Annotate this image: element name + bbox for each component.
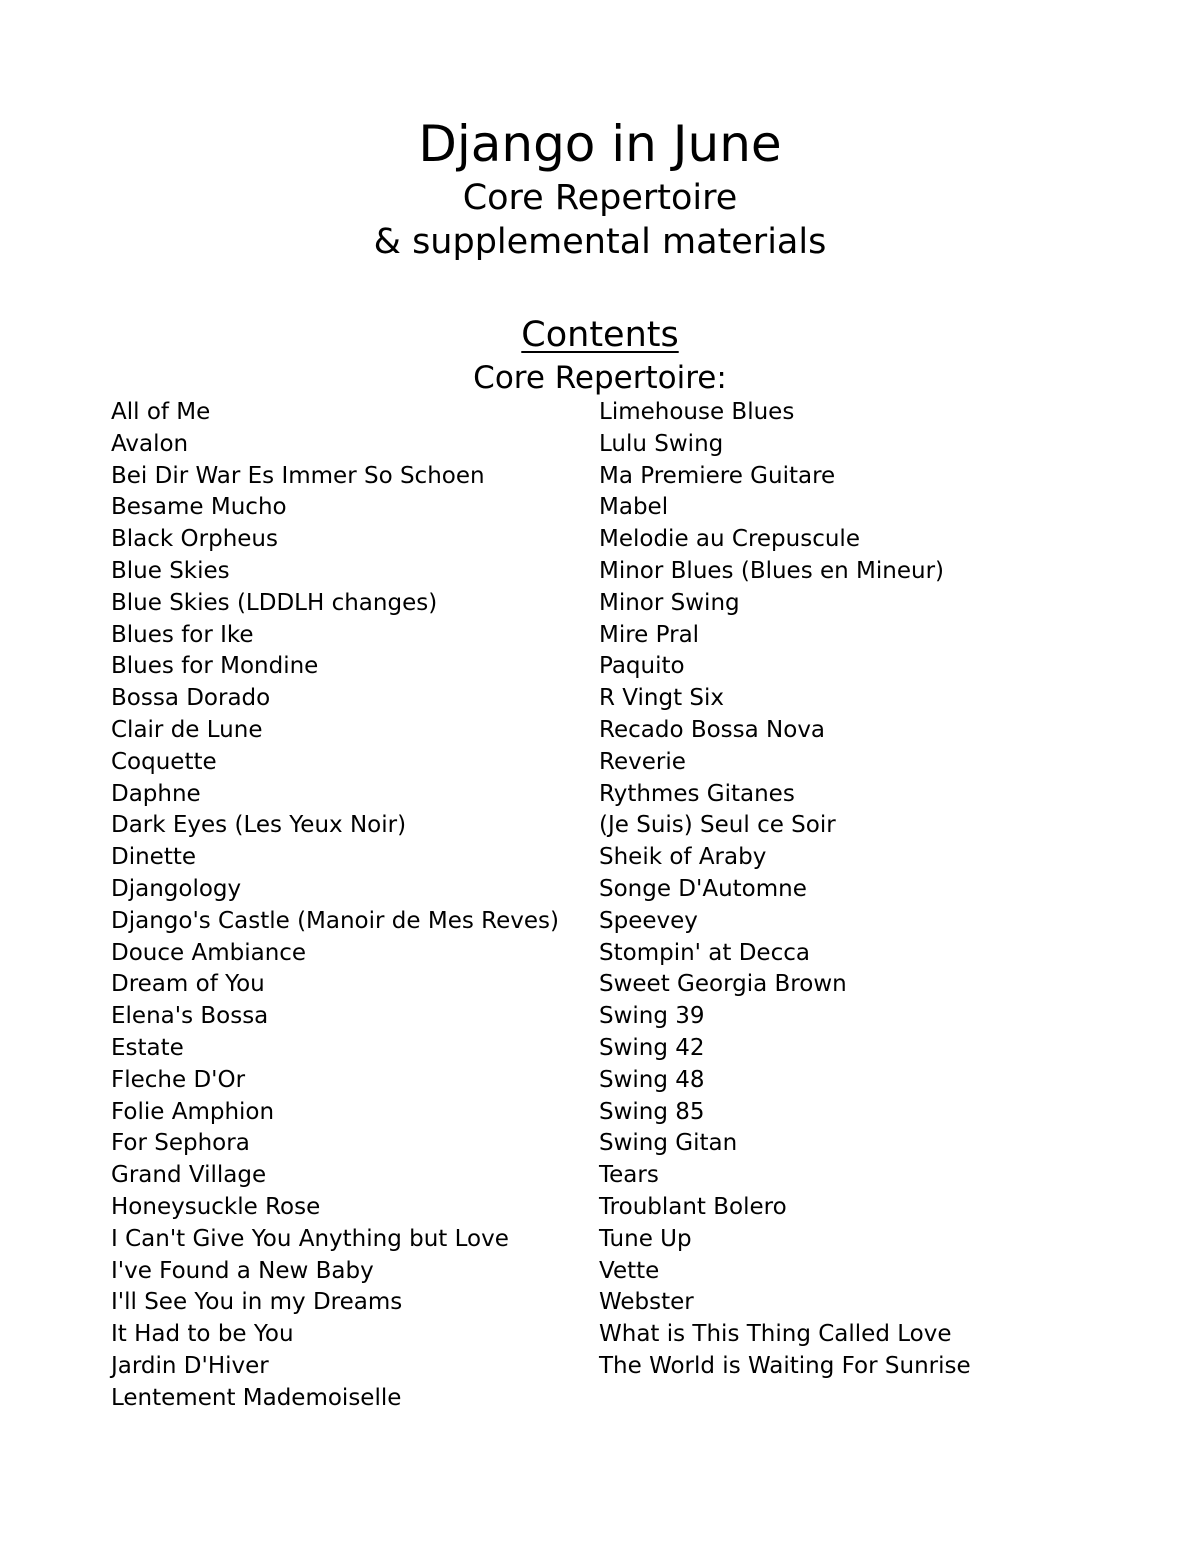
- repertoire-item: Bossa Dorado: [111, 685, 271, 712]
- repertoire-item: Besame Mucho: [111, 494, 287, 521]
- repertoire-item: Daphne: [111, 780, 201, 807]
- repertoire-item: Fleche D'Or: [111, 1066, 246, 1093]
- repertoire-item: Melodie au Crepuscule: [599, 526, 860, 553]
- repertoire-list-right: [599, 397, 1159, 1383]
- repertoire-item: Dark Eyes (Les Yeux Noir): [111, 812, 407, 839]
- repertoire-item: Swing 42: [599, 1034, 705, 1061]
- repertoire-item: Rythmes Gitanes: [599, 780, 795, 807]
- repertoire-item: R Vingt Six: [599, 685, 725, 712]
- repertoire-item: I'll See You in my Dreams: [111, 1289, 403, 1316]
- repertoire-item: Lulu Swing: [599, 430, 724, 457]
- repertoire-item: Clair de Lune: [111, 716, 263, 743]
- repertoire-item: Blues for Ike: [111, 621, 254, 648]
- repertoire-item: The World is Waiting For Sunrise: [599, 1352, 971, 1379]
- repertoire-item: Grand Village: [111, 1162, 267, 1189]
- repertoire-item: Minor Blues (Blues en Mineur): [599, 557, 945, 584]
- repertoire-item: Vette: [599, 1257, 660, 1284]
- repertoire-item: Tears: [599, 1162, 659, 1189]
- repertoire-item: All of Me: [111, 399, 211, 425]
- repertoire-item: Elena's Bossa: [111, 1003, 269, 1030]
- repertoire-item: Mire Pral: [599, 621, 700, 648]
- repertoire-item: Sheik of Araby: [599, 844, 767, 871]
- repertoire-item: Tune Up: [599, 1225, 692, 1252]
- contents-heading: Contents: [521, 315, 679, 355]
- repertoire-item: (Je Suis) Seul ce Soir: [599, 812, 836, 839]
- repertoire-item: Djangology: [111, 875, 242, 902]
- repertoire-item: For Sephora: [111, 1130, 250, 1157]
- repertoire-item: Dinette: [111, 844, 197, 871]
- repertoire-item: Limehouse Blues: [599, 399, 795, 425]
- repertoire-item: Mabel: [599, 494, 669, 521]
- repertoire-item: Avalon: [111, 430, 189, 457]
- repertoire-item: Swing Gitan: [599, 1130, 738, 1157]
- repertoire-item: I've Found a New Baby: [111, 1257, 374, 1284]
- repertoire-item: Folie Amphion: [111, 1098, 275, 1125]
- repertoire-item: Swing 39: [599, 1003, 705, 1030]
- repertoire-item: Songe D'Automne: [599, 875, 807, 902]
- repertoire-item: Jardin D'Hiver: [111, 1352, 269, 1379]
- repertoire-item: What is This Thing Called Love: [599, 1321, 952, 1348]
- repertoire-item: Ma Premiere Guitare: [599, 462, 836, 489]
- repertoire-item: Blue Skies: [111, 557, 230, 584]
- repertoire-item: Troublant Bolero: [599, 1193, 787, 1220]
- repertoire-item: Douce Ambiance: [111, 939, 307, 966]
- repertoire-item: Dream of You: [111, 971, 265, 998]
- repertoire-item: Blue Skies (LDDLH changes): [111, 589, 438, 616]
- repertoire-item: Lentement Mademoiselle: [111, 1384, 402, 1411]
- repertoire-item: Coquette: [111, 748, 217, 775]
- repertoire-item: Swing 48: [599, 1066, 705, 1093]
- repertoire-item: Black Orpheus: [111, 526, 278, 553]
- repertoire-item: Sweet Georgia Brown: [599, 971, 847, 998]
- repertoire-item: Speevey: [599, 907, 698, 934]
- repertoire-item: Webster: [599, 1289, 694, 1316]
- repertoire-item: Stompin' at Decca: [599, 939, 810, 966]
- document-title: Django in June: [418, 115, 782, 173]
- section-heading-core-repertoire: Core Repertoire:: [473, 360, 727, 396]
- repertoire-item: It Had to be You: [111, 1321, 294, 1348]
- document-subtitle-line1: Core Repertoire: [462, 178, 738, 218]
- repertoire-item: Recado Bossa Nova: [599, 716, 826, 743]
- repertoire-item: Honeysuckle Rose: [111, 1193, 321, 1220]
- repertoire-item: Bei Dir War Es Immer So Schoen: [111, 462, 485, 489]
- repertoire-item: Blues for Mondine: [111, 653, 319, 680]
- repertoire-item: Reverie: [599, 748, 686, 775]
- repertoire-item: Paquito: [599, 653, 685, 680]
- repertoire-item: I Can't Give You Anything but Love: [111, 1225, 509, 1252]
- repertoire-item: Django's Castle (Manoir de Mes Reves): [111, 907, 559, 934]
- repertoire-item: Minor Swing: [599, 589, 740, 616]
- document-subtitle-line2: & supplemental materials: [373, 222, 827, 262]
- repertoire-item: Estate: [111, 1034, 184, 1061]
- repertoire-list-left: [111, 397, 591, 1415]
- repertoire-item: Swing 85: [599, 1098, 705, 1125]
